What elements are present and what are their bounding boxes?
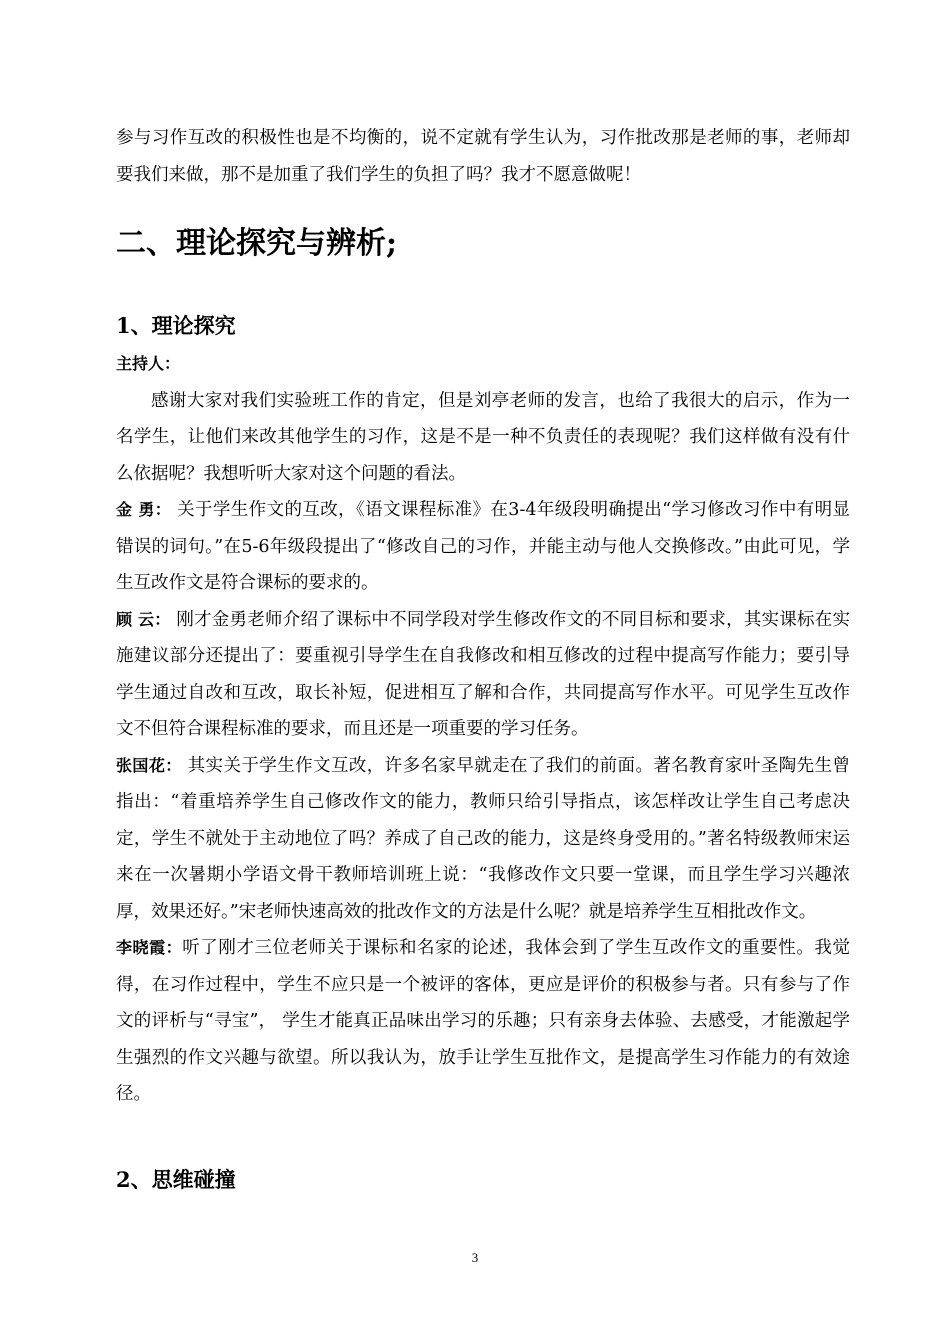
- subsection-heading-theory: 1、理论探究: [116, 313, 236, 338]
- speech-text: 刚才金勇老师介绍了课标中不同学段对学生修改作文的不同目标和要求，其实课标在实施建议部分还提出了：要重视引导学生在自我修改和相互修改的过程中提高写作能力；要引导学生通过自改和互改，取长补短，促进相互了解和合作，共同提高写作水平。可见学生互改作文不但符合课程标准的要求，而且还是一项重要的学习任务。: [116, 609, 850, 739]
- speech-paragraph: [116, 492, 850, 602]
- page-number: 3: [471, 1250, 479, 1265]
- intro-paragraph: 参与习作互改的积极性也是不均衡的，说不定就有学生认为，习作批改那是老师的事，老师却要我们来做，那不是加重了我们学生的负担了吗？我才不愿意做呢！: [116, 128, 850, 185]
- speech-paragraph: [116, 748, 850, 931]
- subsection-heading-debate: 2、思维碰撞: [116, 1167, 236, 1192]
- speaker-name: 张国花：: [116, 755, 182, 775]
- speaker-name-host: 主持人：: [116, 354, 181, 373]
- discussion-block: [116, 346, 850, 1113]
- speech-paragraph: [116, 930, 850, 1113]
- host-paragraph: 感谢大家对我们实验班工作的肯定，但是刘亭老师的发言，也给了我很大的启示，作为一名学生，让他们来改其他学生的习作，这是不是一种不负责任的表现呢？我们这样做有没有什么依据呢？我想听听大家对这个问题的看法。: [116, 390, 850, 484]
- speech-text: 其实关于学生作文互改，许多名家早就走在了我们的前面。著名教育家叶圣陶先生曾指出：“着重培养学生自己修改作文的能力，教师只给引导指点，该怎样改让学生自己考虑决定，学生不就处于主动地位了吗？养成了自己改的能力，这是终身受用的。”著名特级教师宋运来在一次暑期小学语文骨干教师培训班上说：“我修改作文只要一堂课，而且学生学习兴趣浓厚，效果还好。”宋老师快速高效的批改作文的方法是什么呢？就是培养学生互相批改作文。: [116, 755, 850, 922]
- section-heading: 二、理论探究与辨析;: [116, 226, 398, 261]
- speech-text: 听了刚才三位老师关于课标和名家的论述，我体会到了学生互改作文的重要性。我觉得，在习作过程中，学生不应只是一个被评的客体，更应是评价的积极参与者。只有参与了作文的评析与“寻宝”， 学生才能真正品味出学习的乐趣；只有亲身去体验、去感受，才能激起学生强烈的作文兴趣与欲望。所以我认为，放手让学生互批作文，是提高学生习作能力的有效途径。: [116, 938, 850, 1104]
- speaker-name: 顾 云：: [116, 609, 171, 629]
- speech-paragraph: [116, 602, 850, 748]
- host-label-line: [116, 346, 850, 383]
- speech-text: 关于学生作文的互改，《语文课程标准》在3-4年级段明确提出“学习修改习作中有明显错误的词句。”在5-6年级段提出了“修改自己的习作，并能主动与他人交换修改。”由此可见，学生互改作文是符合课标的要求的。: [116, 500, 850, 593]
- speaker-name: 金 勇：: [116, 500, 172, 519]
- speaker-name: 李晓霞：: [116, 938, 183, 957]
